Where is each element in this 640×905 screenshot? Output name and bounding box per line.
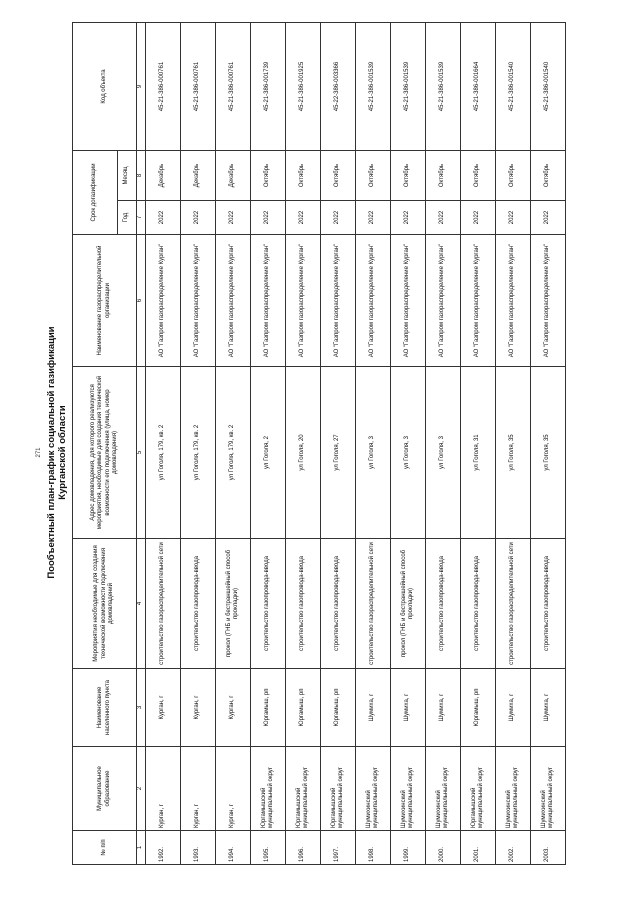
cell-municipality: Юргамышский муниципальный округ xyxy=(286,747,321,831)
cell-address: ул Гоголя, 31 xyxy=(461,367,496,539)
cell-address: ул Гоголя, 20 xyxy=(286,367,321,539)
cell-row-number: 1993. xyxy=(181,831,216,865)
table-row xyxy=(391,23,426,865)
cell-address: ул Гоголя, 3 xyxy=(391,367,426,539)
cell-organization: АО "Газпром газораспределение Курган" xyxy=(531,235,566,367)
table-row xyxy=(251,23,286,865)
cell-month: Октябрь xyxy=(321,151,356,201)
cell-row-number: 2003. xyxy=(531,831,566,865)
cell-measures: строительство газопровода-ввода xyxy=(426,539,461,669)
cell-settlement: Юргамыш, рп xyxy=(251,669,286,747)
cell-year: 2022 xyxy=(286,201,321,235)
cell-year: 2022 xyxy=(146,201,181,235)
table-row xyxy=(496,23,531,865)
cell-object-code: 45-21-386-001539 xyxy=(426,23,461,151)
table-row xyxy=(531,23,566,865)
cell-organization: АО "Газпром газораспределение Курган" xyxy=(321,235,356,367)
header-measures: Мероприятия необходимые для создания технической возможности подключения домовладений xyxy=(73,539,137,669)
cell-organization: АО "Газпром газораспределение Курган" xyxy=(286,235,321,367)
cell-month: Октябрь xyxy=(496,151,531,201)
cell-address: ул Гоголя, 35 xyxy=(531,367,566,539)
header-num: № п/п xyxy=(73,831,137,865)
cell-organization: АО "Газпром газораспределение Курган" xyxy=(496,235,531,367)
header-year: Год xyxy=(118,201,137,235)
cell-settlement: Курган, г xyxy=(181,669,216,747)
cell-month: Декабрь xyxy=(181,151,216,201)
cell-organization: АО "Газпром газораспределение Курган" xyxy=(181,235,216,367)
cell-row-number: 2001. xyxy=(461,831,496,865)
cell-year: 2022 xyxy=(321,201,356,235)
cell-address: ул Гоголя, 3 xyxy=(426,367,461,539)
header-address: Адрес домовладения, для которого реализуются мероприятия, необходимые для создания технической возможности его подключения (улица, номер домовладения) xyxy=(73,367,137,539)
header-settlement: Наименование населенного пункта xyxy=(73,669,137,747)
cell-month: Декабрь xyxy=(216,151,251,201)
cell-month: Декабрь xyxy=(146,151,181,201)
cell-object-code: 45-21-386-001540 xyxy=(496,23,531,151)
cell-settlement: Юргамыш, рп xyxy=(286,669,321,747)
table-row xyxy=(216,23,251,865)
cell-year: 2022 xyxy=(461,201,496,235)
cell-object-code: 45-21-386-001540 xyxy=(531,23,566,151)
cell-object-code: 45-22-386-003366 xyxy=(321,23,356,151)
cell-settlement: Шумиха, г xyxy=(531,669,566,747)
cell-row-number: 1999. xyxy=(391,831,426,865)
table-row xyxy=(321,23,356,865)
cell-municipality: Юргамышский муниципальный округ xyxy=(321,747,356,831)
cell-organization: АО "Газпром газораспределение Курган" xyxy=(356,235,391,367)
table-row xyxy=(181,23,216,865)
cell-row-number: 1992. xyxy=(146,831,181,865)
cell-object-code: 45-21-386-001925 xyxy=(286,23,321,151)
cell-settlement: Курган, г xyxy=(146,669,181,747)
cell-address: ул Гоголя, 2 xyxy=(251,367,286,539)
cell-year: 2022 xyxy=(531,201,566,235)
header-month: Месяц xyxy=(118,151,137,201)
cell-organization: АО "Газпром газораспределение Курган" xyxy=(216,235,251,367)
cell-measures: строительство газопровода-ввода xyxy=(181,539,216,669)
cell-object-code: 45-21-386-001539 xyxy=(391,23,426,151)
header-organization: Наименование газораспределительной организации xyxy=(73,235,137,367)
cell-settlement: Юргамыш, рп xyxy=(461,669,496,747)
cell-measures: строительство газопровода-ввода xyxy=(321,539,356,669)
cell-address: ул Гоголя, 179, кв. 2 xyxy=(146,367,181,539)
cell-municipality: Курган, г xyxy=(146,747,181,831)
cell-year: 2022 xyxy=(391,201,426,235)
header-code: Код объекта xyxy=(73,23,137,151)
cell-measures: строительство газораспределительной сети xyxy=(356,539,391,669)
table-row xyxy=(356,23,391,865)
column-number: 9 xyxy=(137,23,146,151)
cell-object-code: 45-21-386-000761 xyxy=(181,23,216,151)
cell-row-number: 2002. xyxy=(496,831,531,865)
cell-year: 2022 xyxy=(216,201,251,235)
cell-settlement: Курган, г xyxy=(216,669,251,747)
cell-organization: АО "Газпром газораспределение Курган" xyxy=(461,235,496,367)
title-line-1: Пообъектный план-график социальной газификации xyxy=(46,326,57,579)
column-number: 5 xyxy=(137,367,146,539)
cell-row-number: 1996. xyxy=(286,831,321,865)
cell-municipality: Юргамышский муниципальный округ xyxy=(461,747,496,831)
cell-object-code: 45-21-386-001664 xyxy=(461,23,496,151)
cell-municipality: Шумихинский муниципальный округ xyxy=(531,747,566,831)
cell-measures: строительство газопровода-ввода xyxy=(251,539,286,669)
cell-row-number: 1997. xyxy=(321,831,356,865)
cell-measures: прокол (ГНБ и бестраншейный способ прокладки) xyxy=(216,539,251,669)
header-deadline: Срок догазификации xyxy=(73,151,118,235)
cell-measures: строительство газопровода-ввода xyxy=(461,539,496,669)
cell-address: ул Гоголя, 3 xyxy=(356,367,391,539)
cell-address: ул Гоголя, 179, кв. 2 xyxy=(216,367,251,539)
cell-year: 2022 xyxy=(496,201,531,235)
cell-settlement: Шумиха, г xyxy=(496,669,531,747)
header-municipality: Муниципальное образование xyxy=(73,747,137,831)
cell-municipality: Шумихинский муниципальный округ xyxy=(356,747,391,831)
column-number: 2 xyxy=(137,747,146,831)
cell-settlement: Шумиха, г xyxy=(391,669,426,747)
cell-month: Октябрь xyxy=(426,151,461,201)
table-row xyxy=(461,23,496,865)
cell-settlement: Шумиха, г xyxy=(356,669,391,747)
cell-organization: АО "Газпром газораспределение Курган" xyxy=(146,235,181,367)
title-line-2: Курганской области xyxy=(57,405,68,500)
column-number: 7 xyxy=(137,201,146,235)
cell-measures: строительство газораспределительной сети xyxy=(146,539,181,669)
cell-organization: АО "Газпром газораспределение Курган" xyxy=(391,235,426,367)
cell-municipality: Шумихинский муниципальный округ xyxy=(426,747,461,831)
cell-row-number: 1998. xyxy=(356,831,391,865)
cell-municipality: Юргамышский муниципальный округ xyxy=(251,747,286,831)
cell-month: Октябрь xyxy=(251,151,286,201)
column-number-row xyxy=(137,23,146,865)
table-header xyxy=(73,23,146,865)
table-row xyxy=(146,23,181,865)
gasification-schedule-table xyxy=(72,22,566,865)
cell-month: Октябрь xyxy=(356,151,391,201)
cell-settlement: Шумиха, г xyxy=(426,669,461,747)
cell-organization: АО "Газпром газораспределение Курган" xyxy=(426,235,461,367)
column-number: 1 xyxy=(137,831,146,865)
cell-settlement: Юргамыш, рп xyxy=(321,669,356,747)
column-number: 8 xyxy=(137,151,146,201)
cell-month: Октябрь xyxy=(531,151,566,201)
cell-municipality: Курган, г xyxy=(216,747,251,831)
cell-year: 2022 xyxy=(426,201,461,235)
cell-row-number: 1994. xyxy=(216,831,251,865)
cell-municipality: Курган, г xyxy=(181,747,216,831)
cell-address: ул Гоголя, 179, кв. 2 xyxy=(181,367,216,539)
cell-month: Октябрь xyxy=(461,151,496,201)
cell-municipality: Шумихинский муниципальный округ xyxy=(496,747,531,831)
cell-measures: строительство газопровода-ввода xyxy=(531,539,566,669)
cell-address: ул Гоголя, 27 xyxy=(321,367,356,539)
cell-municipality: Шумихинский муниципальный округ xyxy=(391,747,426,831)
document-title xyxy=(46,0,68,905)
cell-measures: строительство газораспределительной сети xyxy=(496,539,531,669)
column-number: 3 xyxy=(137,669,146,747)
table-body xyxy=(146,23,566,865)
cell-address: ул Гоголя, 35 xyxy=(496,367,531,539)
cell-object-code: 45-21-386-000761 xyxy=(216,23,251,151)
cell-row-number: 2000. xyxy=(426,831,461,865)
cell-year: 2022 xyxy=(181,201,216,235)
cell-object-code: 45-21-386-001739 xyxy=(251,23,286,151)
table-row xyxy=(286,23,321,865)
column-number: 6 xyxy=(137,235,146,367)
table-row xyxy=(426,23,461,865)
cell-measures: строительство газопровода-ввода xyxy=(286,539,321,669)
cell-row-number: 1995. xyxy=(251,831,286,865)
cell-measures: прокол (ГНБ и бестраншейный способ прокладки) xyxy=(391,539,426,669)
cell-year: 2022 xyxy=(356,201,391,235)
cell-year: 2022 xyxy=(251,201,286,235)
column-number: 4 xyxy=(137,539,146,669)
page-number: 271 xyxy=(36,447,42,458)
cell-object-code: 45-21-386-000761 xyxy=(146,23,181,151)
cell-organization: АО "Газпром газораспределение Курган" xyxy=(251,235,286,367)
cell-object-code: 45-21-386-001539 xyxy=(356,23,391,151)
cell-month: Октябрь xyxy=(391,151,426,201)
cell-month: Октябрь xyxy=(286,151,321,201)
